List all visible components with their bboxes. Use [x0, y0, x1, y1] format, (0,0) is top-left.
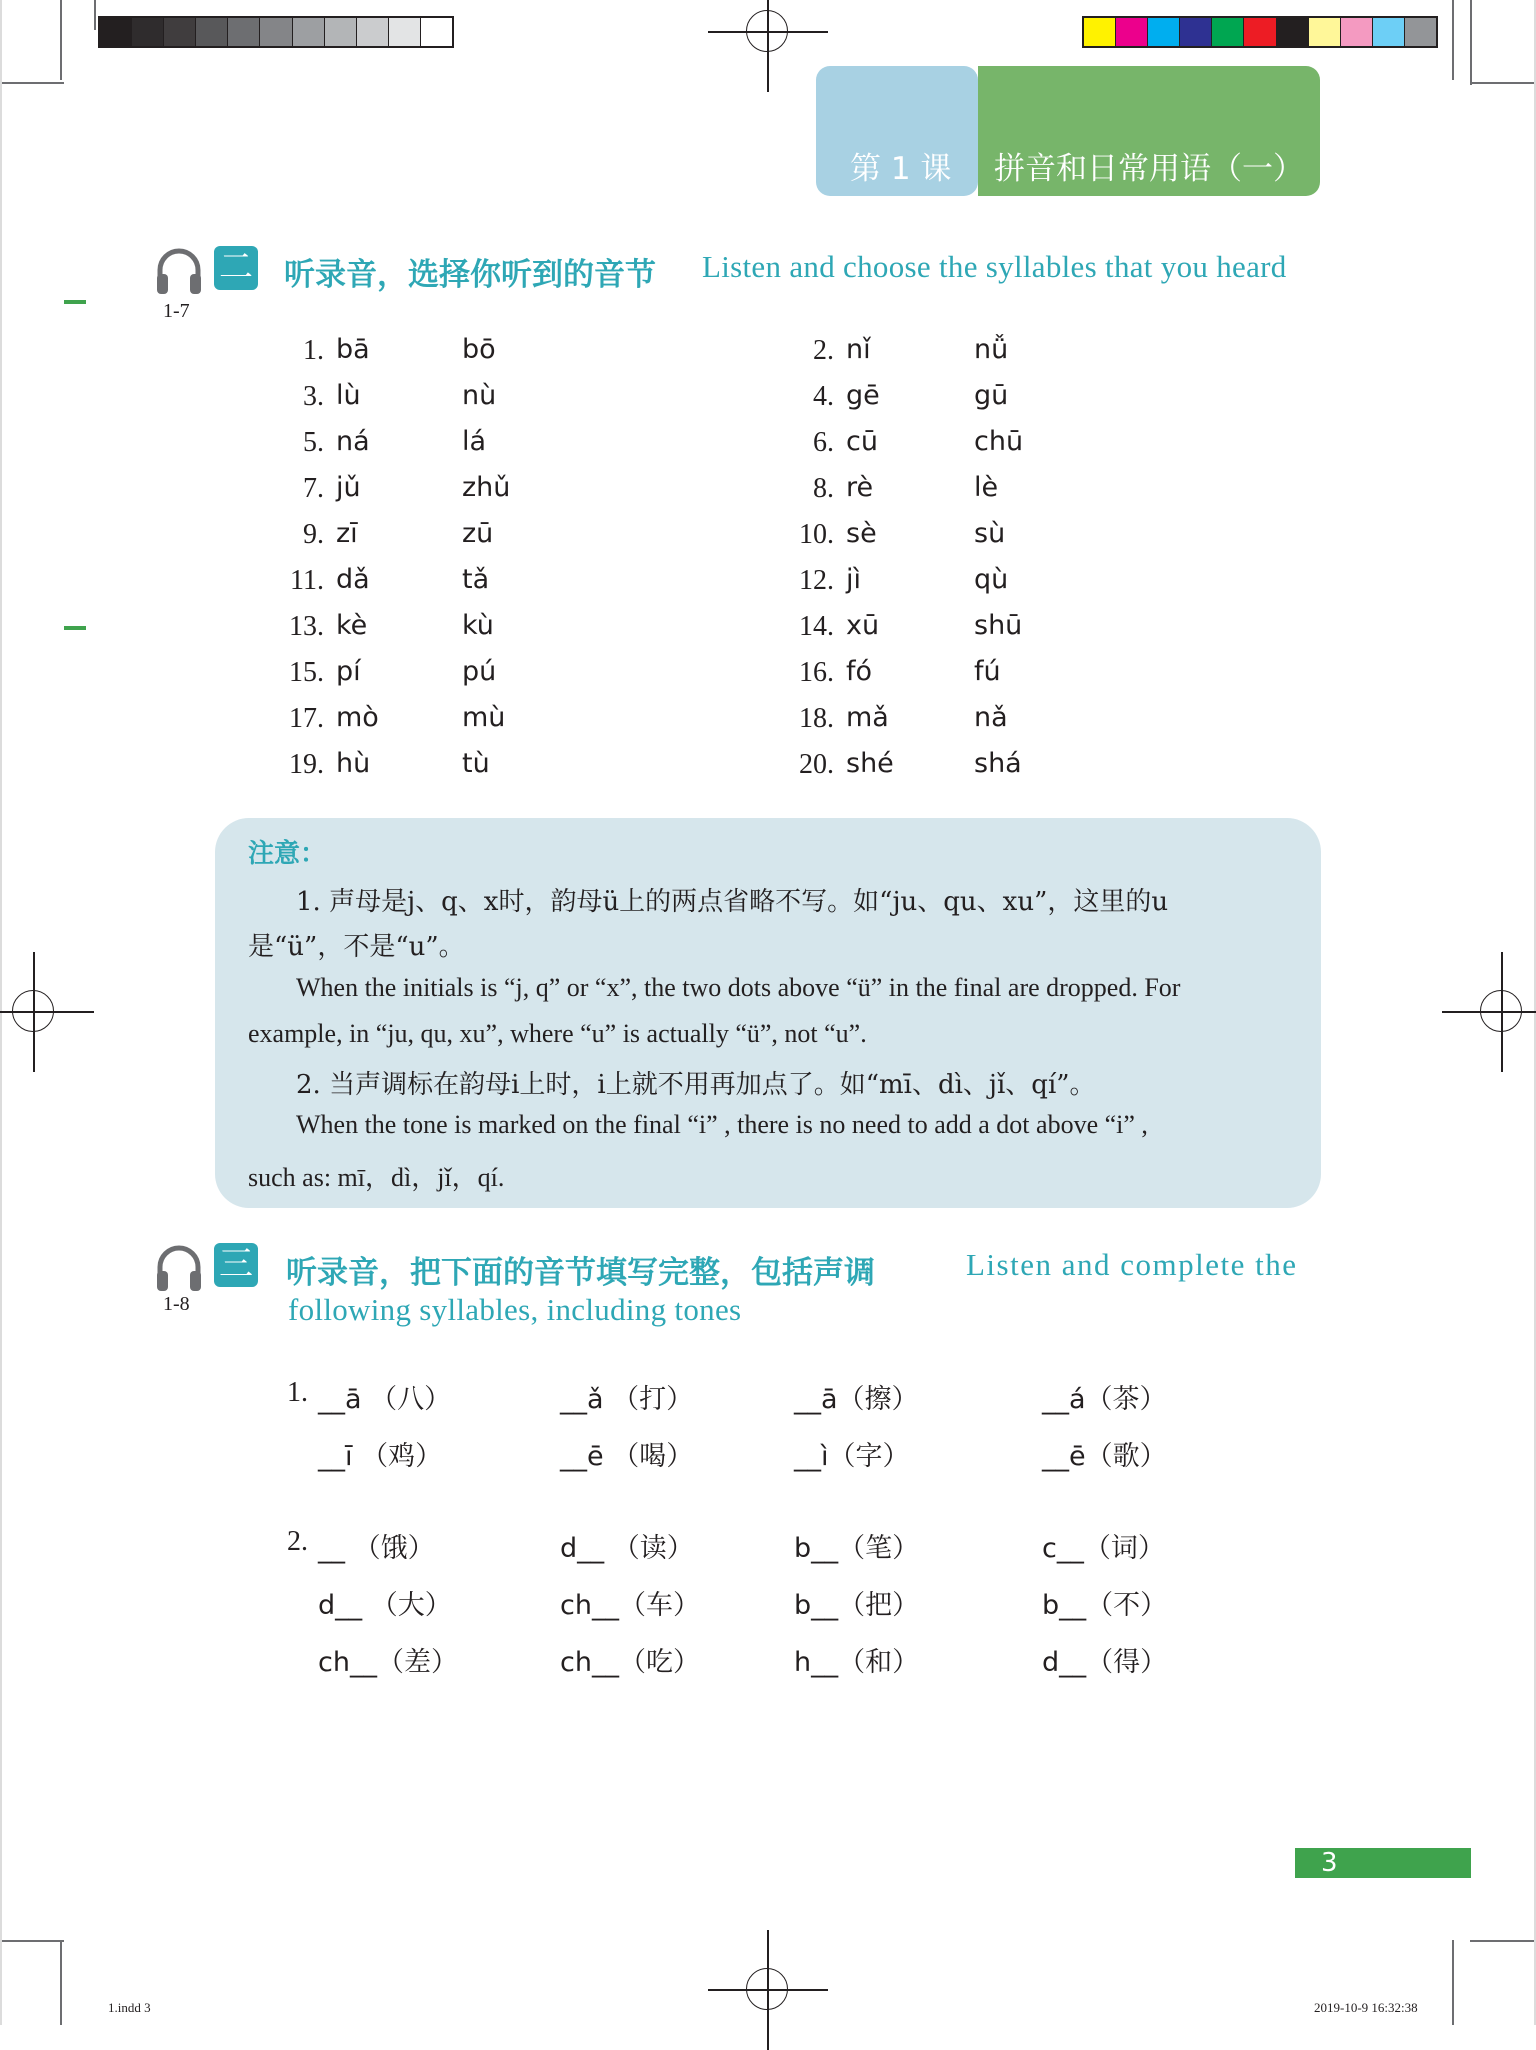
- syllable-option[interactable]: hù: [336, 748, 371, 779]
- syllable-option[interactable]: shū: [974, 610, 1023, 641]
- fill-in-blank[interactable]: __ē （喝）: [560, 1441, 694, 1472]
- note-text-en: example, in “ju, qu, xu”, where “u” is actually “ü”, not “u”.: [248, 1019, 867, 1048]
- color-calibration-bar: [1082, 16, 1438, 48]
- syllable-option[interactable]: gē: [846, 380, 880, 411]
- page-title: 拼音和日常用语（一）: [994, 151, 1304, 187]
- registration-mark-bottom: [738, 1960, 798, 2020]
- calibration-swatch: [389, 18, 421, 46]
- fill-in-blank[interactable]: c__（词）: [1042, 1533, 1165, 1564]
- item-number: 12.: [799, 565, 834, 596]
- fill-in-blank[interactable]: d__（得）: [1042, 1647, 1168, 1678]
- calibration-swatch: [260, 18, 292, 46]
- lesson-tab: [816, 66, 978, 196]
- item-number: 11.: [290, 565, 324, 596]
- margin-tick: [64, 626, 86, 630]
- calibration-swatch: [1244, 18, 1276, 46]
- note-text: 是“ü”，不是“u”。: [248, 932, 465, 962]
- syllable-option[interactable]: sù: [974, 518, 1006, 549]
- fill-in-blank[interactable]: __ā（擦）: [794, 1384, 919, 1415]
- fill-in-blank[interactable]: b__（笔）: [794, 1533, 920, 1564]
- registration-mark-right: [1472, 982, 1532, 1042]
- syllable-option[interactable]: shé: [846, 748, 894, 779]
- syllable-option[interactable]: rè: [846, 472, 874, 503]
- syllable-option[interactable]: jì: [846, 564, 862, 595]
- section-title-en: Listen and complete the: [966, 1247, 1298, 1282]
- item-number: 10.: [799, 519, 834, 550]
- calibration-swatch: [293, 18, 325, 46]
- fill-in-blank[interactable]: b__（不）: [1042, 1590, 1168, 1621]
- syllable-option[interactable]: qù: [974, 564, 1009, 595]
- calibration-swatch: [100, 18, 132, 46]
- note-text-en: When the initials is “j, q” or “x”, the two dots above “ü” in the final are dropped. For: [296, 973, 1181, 1002]
- syllable-option[interactable]: mù: [462, 702, 506, 733]
- item-number: 18.: [799, 703, 834, 734]
- slug-right: 2019-10-9 16:32:38: [1314, 2000, 1418, 2015]
- section-title-en: Listen and choose the syllables that you heard: [702, 249, 1287, 284]
- calibration-swatch: [1180, 18, 1212, 46]
- exercise-number: 1.: [287, 1377, 308, 1408]
- item-number: 2.: [813, 335, 834, 366]
- syllable-option[interactable]: fú: [974, 656, 1001, 687]
- calibration-swatch: [164, 18, 196, 46]
- calibration-swatch: [1277, 18, 1309, 46]
- syllable-option[interactable]: pú: [462, 656, 497, 687]
- syllable-option[interactable]: chū: [974, 426, 1024, 457]
- syllable-option[interactable]: shá: [974, 748, 1022, 779]
- exercise-number: 2.: [287, 1526, 308, 1557]
- syllable-option[interactable]: gū: [974, 380, 1009, 411]
- item-number: 9.: [303, 519, 324, 550]
- syllable-option[interactable]: nǎ: [974, 702, 1008, 733]
- fill-in-blank[interactable]: __ǎ （打）: [560, 1384, 694, 1415]
- calibration-swatch: [1212, 18, 1244, 46]
- item-number: 16.: [799, 657, 834, 688]
- note-box: [215, 818, 1321, 1208]
- section-title-zh: 听录音，把下面的音节填写完整，包括声调: [286, 1255, 875, 1291]
- section-badge: 三: [214, 1243, 258, 1287]
- note-text: 2. 当声调标在韵母i上时，i上就不用再加点了。如“mī、dì、jǐ、qí”。: [296, 1070, 1096, 1100]
- syllable-option[interactable]: lù: [336, 380, 361, 411]
- syllable-option[interactable]: xū: [846, 610, 880, 641]
- syllable-option[interactable]: nǚ: [974, 334, 1009, 365]
- note-text-en: such as: mī，dì，jǐ，qí.: [248, 1163, 505, 1192]
- calibration-swatch: [1116, 18, 1148, 46]
- syllable-option[interactable]: mǎ: [846, 702, 889, 733]
- item-number: 14.: [799, 611, 834, 642]
- fill-in-blank[interactable]: d__ （读）: [560, 1533, 694, 1564]
- headphones-icon[interactable]: [154, 1243, 204, 1293]
- calibration-swatch: [1084, 18, 1116, 46]
- fill-in-blank[interactable]: __ī （鸡）: [318, 1441, 443, 1472]
- calibration-swatch: [1373, 18, 1405, 46]
- fill-in-blank[interactable]: ch__（差）: [318, 1647, 458, 1678]
- fill-in-blank[interactable]: __ （饿）: [318, 1533, 435, 1564]
- calibration-swatch: [1405, 18, 1436, 46]
- section-title-zh: 听录音，选择你听到的音节: [284, 257, 656, 293]
- syllable-option[interactable]: lè: [974, 472, 999, 503]
- calibration-swatch: [1341, 18, 1373, 46]
- syllable-option[interactable]: cū: [846, 426, 878, 457]
- syllable-option[interactable]: lá: [462, 426, 487, 457]
- note-text: 1. 声母是j、q、x时，韵母ü上的两点省略不写。如“ju、qu、xu”，这里的u: [296, 887, 1169, 917]
- grayscale-calibration-bar: [98, 16, 454, 48]
- fill-in-blank[interactable]: ch__（车）: [560, 1590, 700, 1621]
- calibration-swatch: [132, 18, 164, 46]
- headphones-icon[interactable]: [154, 246, 204, 296]
- item-number: 1.: [303, 335, 324, 366]
- item-number: 15.: [289, 657, 324, 688]
- item-number: 8.: [813, 473, 834, 504]
- track-number: 1-8: [163, 1293, 190, 1315]
- syllable-option[interactable]: tù: [462, 748, 490, 779]
- syllable-option[interactable]: fó: [846, 656, 873, 687]
- note-text-en: When the tone is marked on the final “i” , there is no need to add a dot above “i” ,: [296, 1110, 1148, 1139]
- item-number: 5.: [303, 427, 324, 458]
- syllable-option[interactable]: nǐ: [846, 334, 871, 365]
- item-number: 7.: [303, 473, 324, 504]
- track-number: 1-7: [163, 300, 190, 322]
- syllable-option[interactable]: zhǔ: [462, 472, 511, 503]
- item-number: 4.: [813, 381, 834, 412]
- calibration-swatch: [196, 18, 228, 46]
- syllable-option[interactable]: zī: [336, 518, 358, 549]
- syllable-option[interactable]: nù: [462, 380, 497, 411]
- calibration-swatch: [421, 18, 452, 46]
- item-number: 13.: [289, 611, 324, 642]
- item-number: 6.: [813, 427, 834, 458]
- syllable-option[interactable]: tǎ: [462, 564, 490, 595]
- fill-in-blank[interactable]: b__（把）: [794, 1590, 920, 1621]
- fill-in-blank[interactable]: __ì（字）: [794, 1441, 910, 1472]
- section-badge: 二: [214, 246, 258, 290]
- note-title: 注意：: [248, 839, 327, 869]
- fill-in-blank[interactable]: __ā （八）: [318, 1384, 452, 1415]
- registration-mark-left: [4, 982, 64, 1042]
- syllable-option[interactable]: mò: [336, 702, 379, 733]
- syllable-option[interactable]: bā: [336, 334, 370, 365]
- syllable-option[interactable]: dǎ: [336, 564, 370, 595]
- fill-in-blank[interactable]: h__（和）: [794, 1647, 920, 1678]
- item-number: 20.: [799, 749, 834, 780]
- syllable-option[interactable]: kè: [336, 610, 368, 641]
- fill-in-blank[interactable]: __á（茶）: [1042, 1384, 1167, 1415]
- item-number: 3.: [303, 381, 324, 412]
- fill-in-blank[interactable]: d__ （大）: [318, 1590, 452, 1621]
- calibration-swatch: [357, 18, 389, 46]
- syllable-option[interactable]: ná: [336, 426, 370, 457]
- calibration-swatch: [325, 18, 357, 46]
- title-tab: [978, 66, 1320, 196]
- item-number: 17.: [289, 703, 324, 734]
- syllable-option[interactable]: pí: [336, 656, 361, 687]
- syllable-option[interactable]: jǔ: [336, 472, 361, 503]
- syllable-option[interactable]: sè: [846, 518, 877, 549]
- section-title-en: following syllables, including tones: [288, 1292, 742, 1327]
- margin-tick: [64, 300, 86, 304]
- item-number: 19.: [289, 749, 324, 780]
- syllable-option[interactable]: zū: [462, 518, 494, 549]
- calibration-swatch: [1309, 18, 1341, 46]
- registration-mark-top: [738, 2, 798, 62]
- lesson-tab-label: 第 1 课: [850, 151, 952, 187]
- slug-left: 1.indd 3: [108, 2000, 151, 2015]
- fill-in-blank[interactable]: ch__（吃）: [560, 1647, 700, 1678]
- page-number: 3: [1295, 1848, 1471, 1878]
- syllable-option[interactable]: kù: [462, 610, 494, 641]
- fill-in-blank[interactable]: __ē（歌）: [1042, 1441, 1167, 1472]
- syllable-option[interactable]: bō: [462, 334, 496, 365]
- calibration-swatch: [228, 18, 260, 46]
- calibration-swatch: [1148, 18, 1180, 46]
